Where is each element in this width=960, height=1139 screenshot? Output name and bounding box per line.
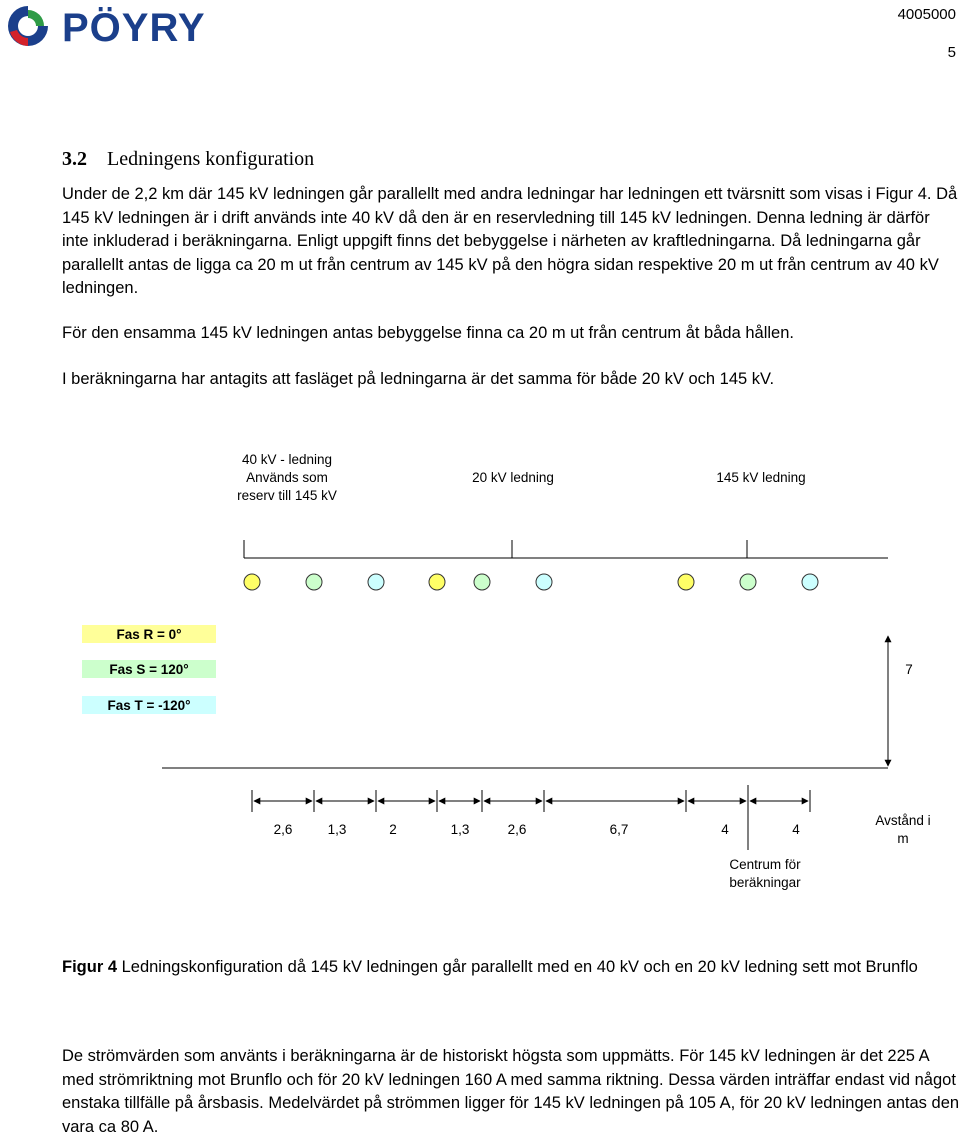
conductor-20kv-s [474,574,490,590]
line-configuration-diagram [0,440,960,900]
page-number: 5 [947,44,956,61]
label-20kv-line: 20 kV ledning [472,470,554,485]
logo-mark-icon [8,6,48,46]
section-title: Ledningens konfiguration [107,148,315,170]
center-label-1: Centrum för [729,857,801,872]
paragraph-configuration: Under de 2,2 km där 145 kV ledningen går parallellt med andra ledningar har ledningen ett tvärsnitt som visas i Figur 4. Då 145 kV ledningen är i drift används inte 40 kV då den är en reservledning till 145 kV ledningen. Denna ledning är därför inte inkluderad i beräkningarna. Enligt uppgift finns det bebyggelse i närheten av kraftledningarna. Då ledningarna går parallellt antas de ligga ca 20 m ut från centrum av 145 kV på den högra sidan respektive 20 m ut från centrum av 40 kV ledningen. [62,185,958,297]
legend-t-label: Fas T = -120° [107,698,191,713]
section-number: 3.2 [62,148,87,170]
distance-ticks [252,785,810,850]
paragraph-phase: I beräkningarna har antagits att fasläget på ledningarna är det samma för både 20 kV och 145 kV. [62,370,775,388]
conductor-145kv-r [678,574,694,590]
label-40kv-line: 40 kV - ledning [241,452,333,467]
distance-value: 2,6 [507,822,527,837]
paragraph-currents: De strömvärden som använts i beräkningarna är de historiskt högsta som uppmätts. För 145 kV ledningen är det 225 A med strömriktning mot Brunflo och för 20 kV ledningen 160 A med samma riktning. Dessa värden inträffar endast vid något enstaka tillfälle på årsbasis. Medelvärdet på strömmen ligger för 145 kV ledningen på 105 A, för 20 kV ledningen antas den vara ca 80 A. [62,1047,960,1136]
distance-value: 1,3 [450,822,470,837]
conductor-40kv-r [244,574,260,590]
document-number: 4005000 [897,6,956,23]
section-heading [62,148,314,171]
distance-unit-label-1: Avstånd i [875,813,931,828]
distance-unit-label-2: m [897,831,909,846]
distance-value: 4 [721,822,729,837]
distance-value: 1,3 [327,822,347,837]
conductor-20kv-r [429,574,445,590]
legend-r-label: Fas R = 0° [116,627,182,642]
conductor-145kv-s [740,574,756,590]
conductor-40kv-t [368,574,384,590]
paragraph-single-line: För den ensamma 145 kV ledningen antas bebyggelse finna ca 20 m ut från centrum åt båda hållen. [62,324,794,342]
figure-caption-label: Figur 4 [62,958,118,976]
height-label: 7 [905,662,913,677]
conductor-40kv-s [306,574,322,590]
logo-wordmark: PÖYRY [62,6,206,50]
figure-caption [62,956,960,978]
figure-caption-text: Ledningskonfiguration då 145 kV ledningen går parallellt med en 40 kV och en 20 kV ledning sett mot Brunflo [117,958,918,976]
label-40kv-reserve: reserv till 145 kV [237,488,337,503]
label-40kv-use: Används som [246,470,328,485]
distance-value: 4 [792,822,800,837]
legend-s-label: Fas S = 120° [109,662,189,677]
distance-value: 6,7 [609,822,629,837]
label-145kv-line: 145 kV ledning [716,470,806,485]
distance-value: 2,6 [273,822,293,837]
poyry-logo [4,2,249,50]
center-label-2: beräkningar [729,875,801,890]
distance-value: 2 [389,822,397,837]
conductor-20kv-t [536,574,552,590]
conductor-145kv-t [802,574,818,590]
